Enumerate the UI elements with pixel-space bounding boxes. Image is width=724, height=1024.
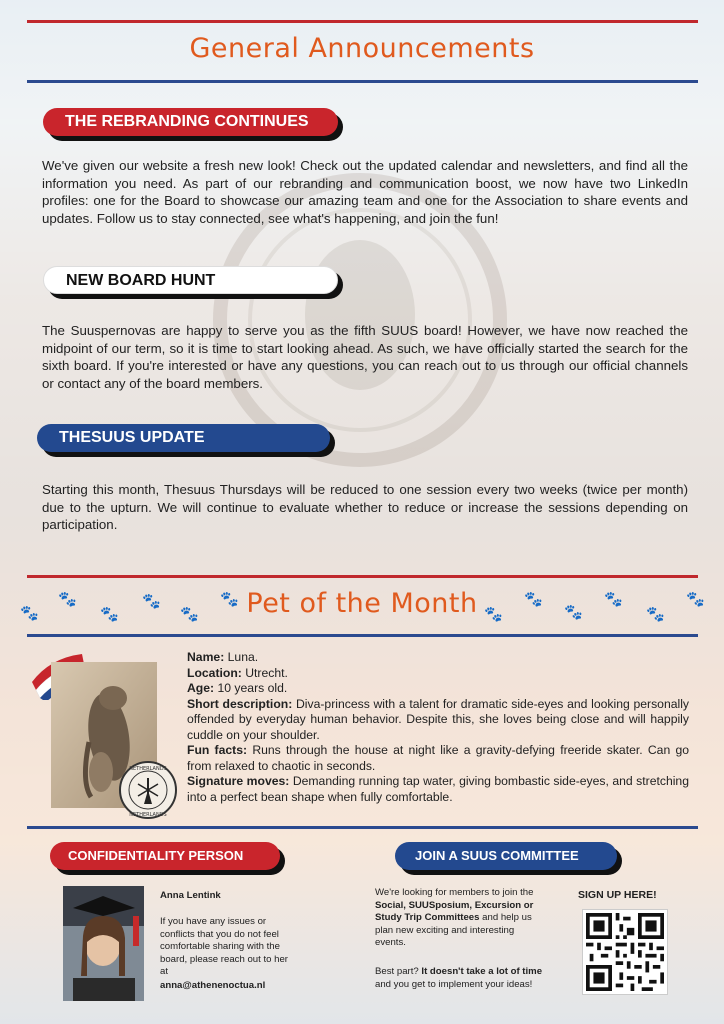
anna-name: Anna Lentink <box>160 890 221 901</box>
stamp-text-bottom: NETHERLANDS <box>129 812 167 818</box>
rebranding-heading: THE REBRANDING CONTINUES <box>43 108 338 136</box>
header-top-rule <box>27 20 698 23</box>
paw-icon: 🐾 <box>220 591 239 608</box>
paw-icon: 🐾 <box>646 606 665 623</box>
confidentiality-heading: CONFIDENTIALITY PERSON <box>50 842 280 870</box>
committee-best-part: Best part? It doesn't take a lot of time and you get to implement your ideas! <box>375 966 543 990</box>
page-title: General Announcements <box>189 33 535 64</box>
pet-bottom-rule <box>27 634 698 637</box>
paw-icon: 🐾 <box>484 606 503 623</box>
pet-title: Pet of the Month <box>246 588 478 619</box>
anna-email[interactable]: anna@athenenoctua.nl <box>160 980 266 991</box>
footer-rule <box>27 826 698 829</box>
pet-age-row: Age: 10 years old. <box>187 681 288 695</box>
thesuus-heading: THESUUS UPDATE <box>37 424 330 452</box>
board-hunt-heading: NEW BOARD HUNT <box>43 266 338 294</box>
pet-details <box>187 650 689 805</box>
stamp-text-top: NETHERLANDS <box>129 766 167 772</box>
committee-heading: JOIN A SUUS COMMITTEE <box>395 842 617 870</box>
anna-photo <box>63 886 144 1001</box>
paw-icon: 🐾 <box>686 591 705 608</box>
paw-icon: 🐾 <box>604 591 623 608</box>
committee-intro: We're looking for members to join the Social, SUUSposium, Excursion or Study Trip Committees and help us plan new exciting and interesting events. <box>375 887 534 949</box>
rebranding-body: We've given our website a fresh new look! Check out the updated calendar and newsletters, and find all the information you need. As part of our rebranding and communication boost, we now have two LinkedIn profiles: one for the Board to showcase our amazing team and one for the Association to share events and updates. Follow us to stay connected, see what's happening, and join the fun! <box>42 158 688 226</box>
pet-location-row: Location: Utrecht. <box>187 665 288 680</box>
pet-facts-row: Fun facts: Runs through the house at night like a gravity-defying freeride skater. Can go from relaxed to chaotic in seconds. <box>187 743 690 773</box>
signup-qr-code[interactable] <box>583 910 667 994</box>
board-hunt-body: The Suuspernovas are happy to serve you as the fifth SUUS board! However, we have now reached the midpoint of our term, so it is time to start looking ahead. As such, we have officially started the search for the sixth board. If you're interested or have any questions, you can reach out to us through our official channels or contact any of the board members. <box>42 323 688 391</box>
paw-icon: 🐾 <box>58 591 77 608</box>
paw-icon: 🐾 <box>100 606 119 623</box>
windmill-stamp <box>118 760 178 820</box>
pet-moves-row: Signature moves: Demanding running tap water, giving bombastic side-eyes, and stretching into a perfect bean shape when fully comfortable. <box>187 774 689 804</box>
pet-description-row: Short description: Diva-princess with a talent for dramatic side-eyes and looking personally offended by everyday human behavior. Despite this, she loves being close and will happily cuddle on your shoulder. <box>187 696 690 742</box>
paw-icon: 🐾 <box>180 606 199 623</box>
paw-icon: 🐾 <box>524 591 543 608</box>
confidentiality-body: If you have any issues or conflicts that you do not feel comfortable sharing with the board, please reach out to her at <box>160 916 289 978</box>
signup-label: SIGN UP HERE! <box>578 889 657 901</box>
header-bottom-rule <box>27 80 698 83</box>
thesuus-body: Starting this month, Thesuus Thursdays will be reduced to one session every two weeks (twice per month) due to the upturn. We will continue to evaluate whether to reduce or increase the sessions depending on participation. <box>42 482 688 532</box>
paw-icon: 🐾 <box>20 605 39 622</box>
paw-icon: 🐾 <box>142 593 161 610</box>
pet-top-rule <box>27 575 698 578</box>
paw-icon: 🐾 <box>564 604 583 621</box>
pet-name-row: Name: Luna. <box>187 650 259 664</box>
